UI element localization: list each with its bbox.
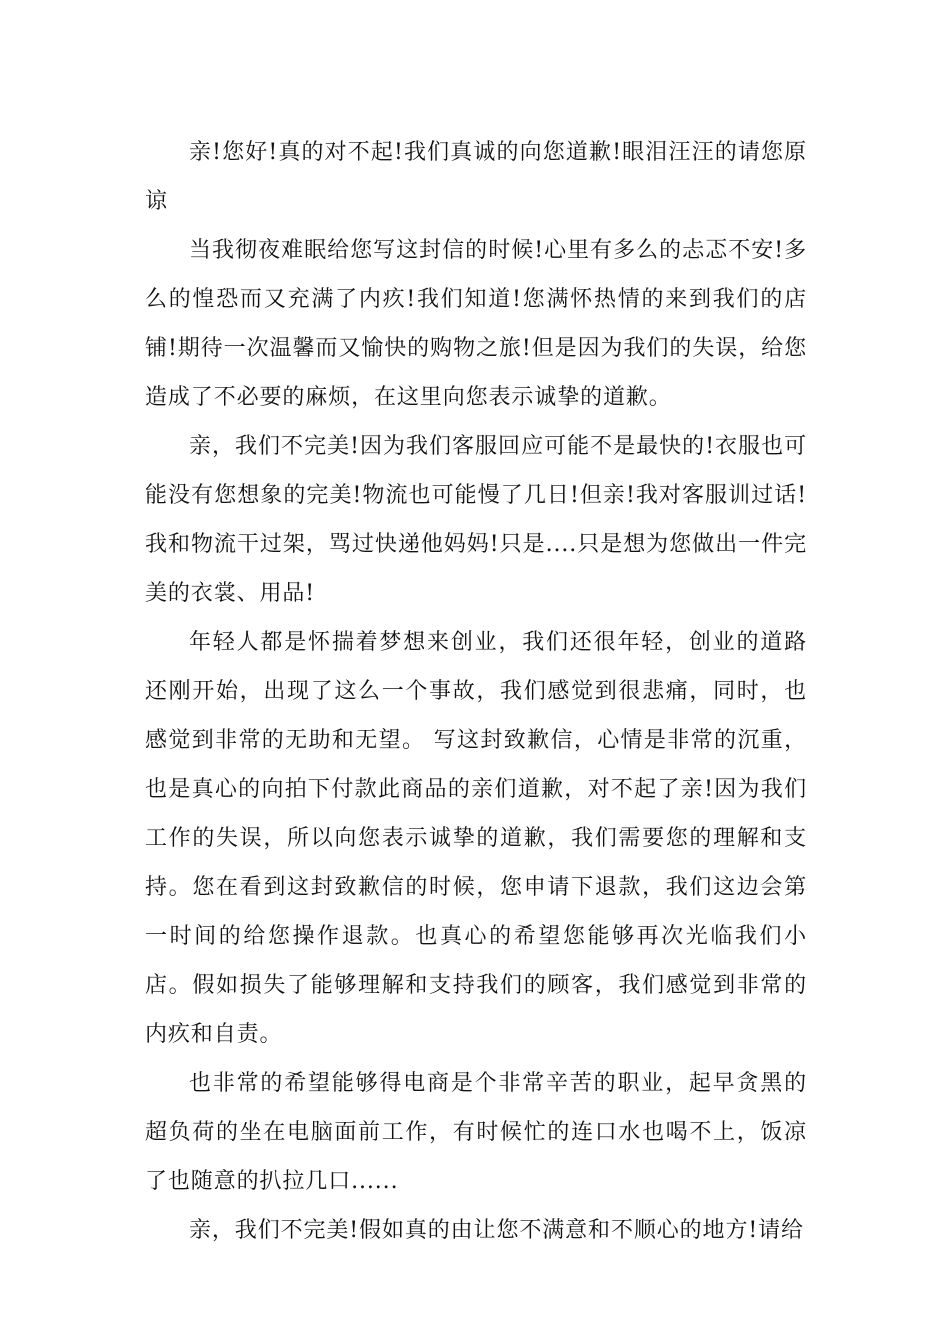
letter-body [145, 128, 807, 1255]
paragraph-hard-work: 也非常的希望能够得电商是个非常辛苦的职业，起早贪黑的超负荷的坐在电脑面前工作，有时候忙的连口水也喝不上，饭凉了也随意的扒拉几口...... [145, 1071, 807, 1194]
paragraph-closing: 亲，我们不完美!假如真的由让您不满意和不顺心的地方!请给 [189, 1218, 804, 1243]
paragraph-young-entrepreneurs: 年轻人都是怀揣着梦想来创业，我们还很年轻，创业的道路还刚开始，出现了这么一个事故，我们感觉到很悲痛，同时，也感觉到非常的无助和无望。 写这封致歉信，心情是非常的沉重，也是真心的向拍下付款此商品的亲们道歉，对不起了亲!因为我们工作的失误，所以向您表示诚挚的道歉，我们需要您的理解和支持。您在看到这封致歉信的时候，您申请下退款，我们这边会第一时间的给您操作退款。也真心的希望您能够再次光临我们小店。假如损失了能够理解和支持我们的顾客，我们感觉到非常的内疚和自责。 [145, 630, 807, 1047]
paragraph-apology: 当我彻夜难眠给您写这封信的时候!心里有多么的忐忑不安!多么的惶恐而又充满了内疚!我们知道!您满怀热情的来到我们的店铺!期待一次温馨而又愉快的购物之旅!但是因为我们的失误，给您造成了不必要的麻烦，在这里向您表示诚挚的道歉。 [145, 238, 807, 410]
paragraph-greeting: 亲!您好!真的对不起!我们真诚的向您道歉!眼泪汪汪的请您原谅 [145, 140, 807, 214]
paragraph-not-perfect: 亲，我们不完美!因为我们客服回应可能不是最快的!衣服也可能没有您想象的完美!物流也可能慢了几日!但亲!我对客服训过话!我和物流干过架，骂过快递他妈妈!只是....只是想为您做出一件完美的衣裳、用品! [145, 434, 807, 606]
